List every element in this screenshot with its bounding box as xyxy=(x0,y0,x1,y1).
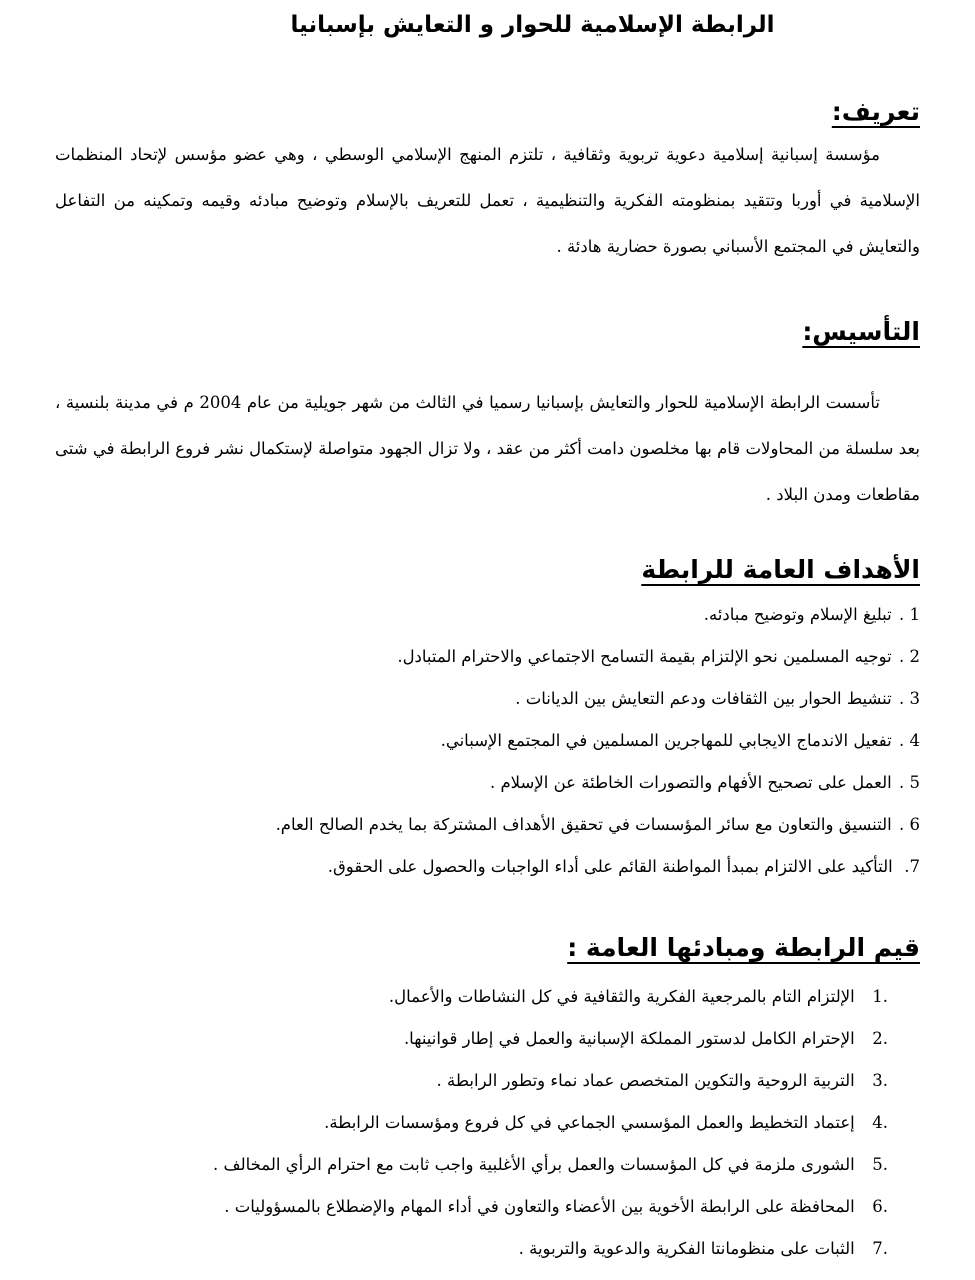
goal-item xyxy=(55,762,920,804)
foundation-paragraph: تأسست الرابطة الإسلامية للحوار والتعايش بإسبانيا رسميا في الثالث من شهر جويلية من عام 2004 م في مدينة بلنسية ، بعد سلسلة من المحاولات قام بها مخلصون دامت أكثر من عقد ، ولا تزال الجهود متواصلة لإستكمال نشر فروع الرابطة في شتى مقاطعات ومدن البلاد . xyxy=(55,393,920,504)
value-number: .6 xyxy=(872,1197,888,1216)
document-title: الرابطة الإسلامية للحوار و التعايش بإسبانيا xyxy=(290,12,775,38)
value-item xyxy=(55,1228,888,1270)
goal-number: 5 . xyxy=(899,773,920,792)
value-text: الإلتزام التام بالمرجعية الفكرية والثقافية في كل النشاطات والأعمال. xyxy=(388,987,855,1006)
goal-text: تبليغ الإسلام وتوضيح مبادئه. xyxy=(703,605,892,624)
goal-number: 6 . xyxy=(899,815,920,834)
goal-text: التأكيد على الالتزام بمبدأ المواطنة القائم على أداء الواجبات والحصول على الحقوق. xyxy=(327,857,893,876)
value-item xyxy=(55,976,888,1018)
goal-number: 2 . xyxy=(899,647,920,666)
value-number: .5 xyxy=(872,1155,888,1174)
goal-number: 4 . xyxy=(899,731,920,750)
value-item xyxy=(55,1186,888,1228)
value-item xyxy=(55,1060,888,1102)
definition-heading: تعريف: xyxy=(831,97,920,126)
value-text: التربية الروحية والتكوين المتخصص عماد نماء وتطور الرابطة . xyxy=(436,1071,855,1090)
value-number: .7 xyxy=(872,1239,888,1258)
goal-number: 3 . xyxy=(899,689,920,708)
values-heading: قيم الرابطة ومبادئها العامة : xyxy=(567,933,920,962)
goals-heading: الأهداف العامة للرابطة xyxy=(641,555,920,584)
goal-text: تنشيط الحوار بين الثقافات ودعم التعايش بين الديانات . xyxy=(515,689,892,708)
goal-text: تفعيل الاندماج الايجابي للمهاجرين المسلمين في المجتمع الإسباني. xyxy=(440,731,892,750)
goal-item xyxy=(55,720,920,762)
value-number: .2 xyxy=(872,1029,888,1048)
goal-item xyxy=(55,846,920,888)
goal-number: 1 . xyxy=(899,605,920,624)
goal-item xyxy=(55,804,920,846)
goal-number: 7. xyxy=(904,857,920,876)
value-text: المحافظة على الرابطة الأخوية بين الأعضاء والتعاون في أداء المهام والإضطلاع بالمسؤوليات . xyxy=(224,1197,855,1216)
value-number: .4 xyxy=(872,1113,888,1132)
values-list xyxy=(55,976,920,1270)
value-text: إعتماد التخطيط والعمل المؤسسي الجماعي في كل فروع ومؤسسات الرابطة. xyxy=(324,1113,855,1132)
value-text: الشورى ملزمة في كل المؤسسات والعمل برأي الأغلبية واجب ثابت مع احترام الرأي المخالف . xyxy=(213,1155,855,1174)
value-item xyxy=(55,1102,888,1144)
goal-item xyxy=(55,636,920,678)
value-item xyxy=(55,1018,888,1060)
value-number: .3 xyxy=(872,1071,888,1090)
value-number: .1 xyxy=(872,987,888,1006)
goal-item xyxy=(55,678,920,720)
value-text: الثبات على منظومانتا الفكرية والدعوية والتربوية . xyxy=(518,1239,855,1258)
goals-list xyxy=(55,594,920,888)
value-item xyxy=(55,1144,888,1186)
goal-item xyxy=(55,594,920,636)
value-text: الإحترام الكامل لدستور المملكة الإسبانية والعمل في إطار قوانينها. xyxy=(403,1029,855,1048)
definition-paragraph: مؤسسة إسبانية إسلامية دعوية تربوية وثقافية ، تلتزم المنهج الإسلامي الوسطي ، وهي عضو مؤسس لإتحاد المنظمات الإسلامية في أوربا وتتقيد بمنظومته الفكرية والتنظيمية ، تعمل للتعريف بالإسلام وتوضيح مبادئه وقيمه وتمكينه من التفاعل والتعايش في المجتمع الأسباني بصورة حضارية هادئة . xyxy=(55,145,920,256)
goal-text: التنسيق والتعاون مع سائر المؤسسات في تحقيق الأهداف المشتركة بما يخدم الصالح العام. xyxy=(275,815,892,834)
goal-text: العمل على تصحيح الأفهام والتصورات الخاطئة عن الإسلام . xyxy=(489,773,892,792)
foundation-heading: التأسيس: xyxy=(802,317,920,346)
goal-text: توجيه المسلمين نحو الإلتزام بقيمة التسامح الاجتماعي والاحترام المتبادل. xyxy=(397,647,892,666)
